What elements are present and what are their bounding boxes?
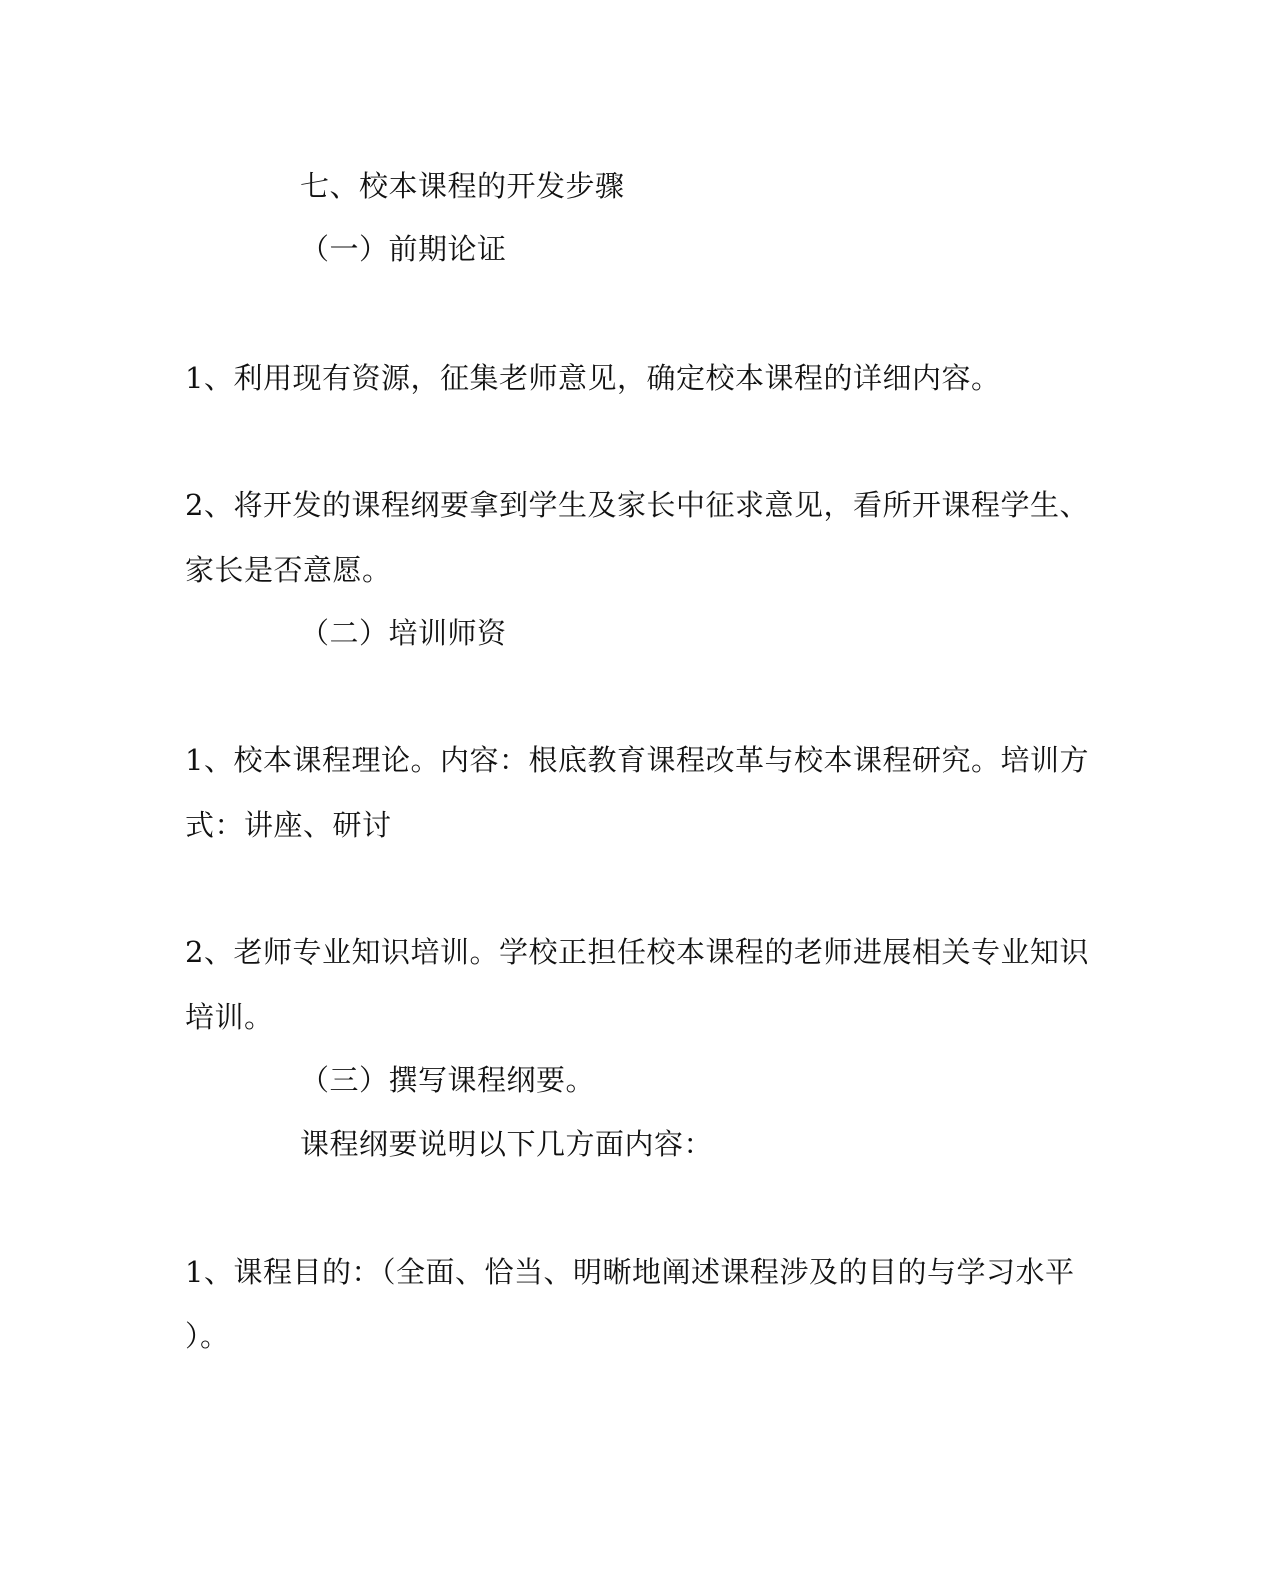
paragraph-line: 1、校本课程理论。内容：根底教育课程改革与校本课程研究。培训方 — [185, 743, 1089, 777]
paragraph-line: 式：讲座、研讨 — [185, 808, 392, 842]
paragraph-line: 2、老师专业知识培训。学校正担任校本课程的老师进展相关专业知识 — [185, 935, 1089, 969]
paragraph-line: 家长是否意愿。 — [185, 553, 392, 587]
subsection-heading: （二）培训师资 — [300, 616, 507, 650]
paragraph-line: 课程纲要说明以下几方面内容： — [300, 1127, 714, 1161]
paragraph-line: ）。 — [185, 1319, 230, 1353]
subsection-heading: （一）前期论证 — [300, 232, 507, 266]
section-heading: 七、校本课程的开发步骤 — [300, 169, 625, 203]
paragraph-line: 2、将开发的课程纲要拿到学生及家长中征求意见，看所开课程学生、 — [185, 488, 1089, 522]
subsection-heading: （三）撰写课程纲要。 — [300, 1063, 596, 1097]
paragraph-line: 1、课程目的：（全面、恰当、明晰地阐述课程涉及的目的与学习水平 — [185, 1255, 1075, 1289]
paragraph-line: 培训。 — [185, 1000, 274, 1034]
paragraph-line: 1、利用现有资源，征集老师意见，确定校本课程的详细内容。 — [185, 361, 1001, 395]
